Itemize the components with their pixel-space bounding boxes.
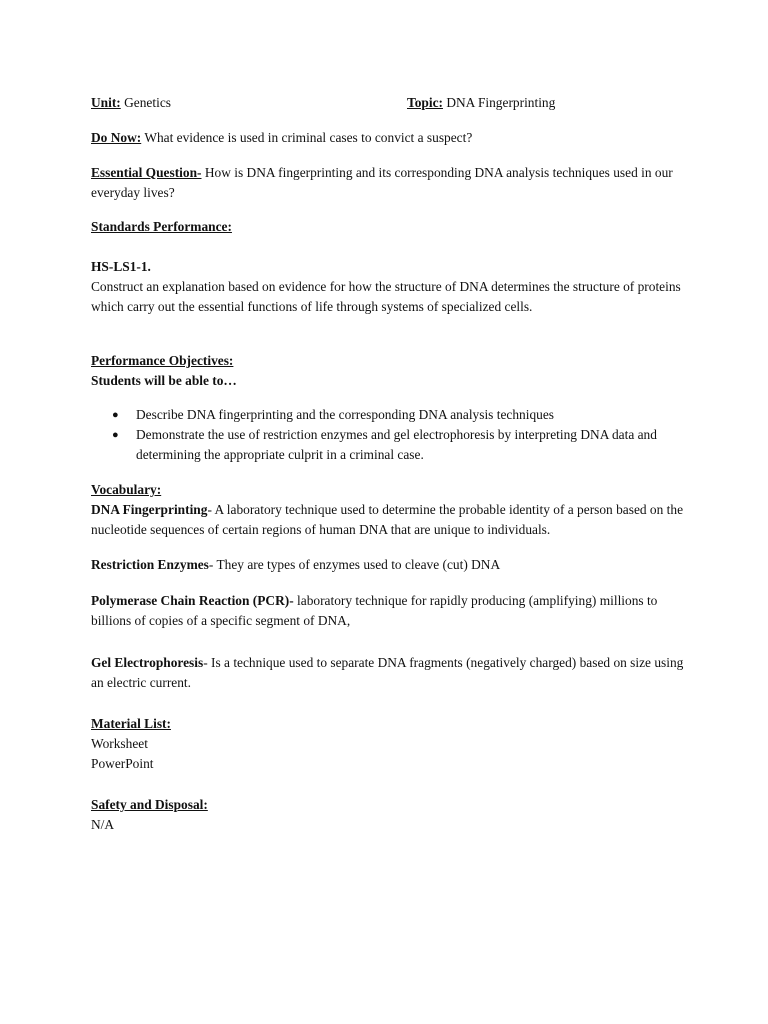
- students-will-intro: Students will be able to…: [91, 373, 237, 388]
- unit-field: [91, 95, 171, 110]
- header-row: [91, 93, 691, 113]
- topic-value: DNA Fingerprinting: [446, 95, 556, 110]
- vocab-term: DNA Fingerprinting: [91, 502, 208, 517]
- vocab-restriction-enzymes: [91, 555, 691, 575]
- do-now-text: What evidence is used in criminal cases to convict a suspect?: [144, 130, 473, 145]
- vocab-gel-electrophoresis: [91, 653, 691, 693]
- safety-heading: Safety and Disposal:: [91, 797, 208, 812]
- list-item: [91, 405, 691, 425]
- objective-text: Demonstrate the use of restriction enzymes and gel electrophoresis by interpreting DNA data and determining the appropriate culprit in a criminal case.: [136, 427, 657, 462]
- topic-label: Topic:: [407, 95, 443, 110]
- essential-question-text: How is DNA fingerprinting and its corresponding DNA analysis techniques used in our everyday lives?: [91, 165, 673, 200]
- vocab-term: Polymerase Chain Reaction (PCR)-: [91, 593, 294, 608]
- material-item: PowerPoint: [91, 756, 154, 771]
- bullet-icon: ●: [112, 409, 119, 421]
- performance-objectives-heading: Performance Objectives:: [91, 353, 234, 368]
- objective-text: Describe DNA fingerprinting and the corresponding DNA analysis techniques: [136, 407, 554, 422]
- topic-field: [407, 93, 555, 113]
- list-item: [91, 425, 691, 465]
- vocab-definition: laboratory technique for rapidly producing (amplifying) millions to billions of copies of a specific segment of DNA,: [91, 593, 658, 628]
- lesson-plan-document: [91, 93, 691, 835]
- vocab-term: Restriction Enzymes: [91, 557, 209, 572]
- vocab-dna-fingerprinting: [91, 500, 691, 540]
- vocab-definition: - They are types of enzymes used to cleave (cut) DNA: [208, 557, 501, 572]
- vocab-term: Gel Electrophoresis: [91, 655, 204, 670]
- safety-text: N/A: [91, 817, 115, 832]
- vocab-definition: - A laboratory technique used to determine the probable identity of a person based on the nucleotide sequences of certain regions of human DNA that are unique to individuals.: [91, 502, 684, 537]
- essential-question-label: Essential Question-: [91, 165, 202, 180]
- material-item: Worksheet: [91, 736, 148, 751]
- standards-heading: Standards Performance:: [91, 219, 232, 234]
- vocab-definition: - Is a technique used to separate DNA fragments (negatively charged) based on size using an electric current.: [91, 655, 684, 690]
- unit-label: Unit:: [91, 95, 121, 110]
- essential-question: [91, 163, 691, 203]
- objectives-list: [91, 405, 691, 465]
- do-now: [91, 128, 691, 148]
- standard-text: Construct an explanation based on evidence for how the structure of DNA determines the structure of proteins which carry out the essential functions of life through systems of specialized cells.: [91, 279, 681, 314]
- material-list-heading: Material List:: [91, 716, 171, 731]
- do-now-label: Do Now:: [91, 130, 142, 145]
- vocabulary-heading: Vocabulary:: [91, 482, 162, 497]
- unit-value: Genetics: [124, 95, 171, 110]
- vocab-pcr: [91, 591, 691, 631]
- standard-code: HS-LS1-1.: [91, 259, 151, 274]
- bullet-icon: ●: [112, 429, 119, 441]
